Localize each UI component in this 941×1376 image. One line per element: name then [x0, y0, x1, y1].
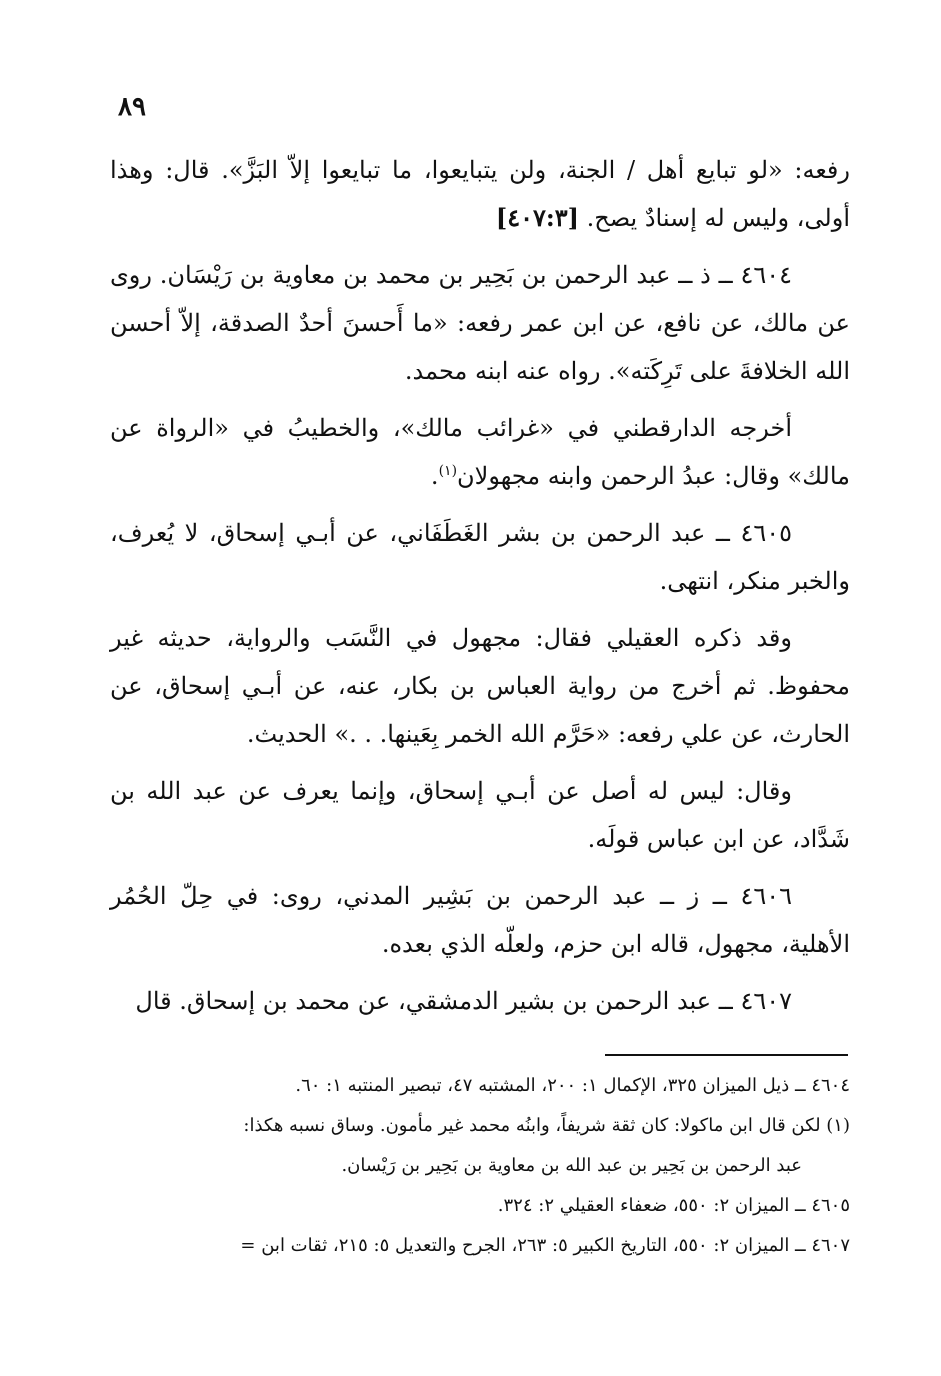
footnote-divider	[605, 1054, 848, 1056]
footnote-1-continued: عبد الرحمن بن بَحِير بن عبد الله بن معاوية بن بَحِير بن رَيْسان.	[341, 1155, 802, 1176]
entry-4605-commentary: وقد ذكره العقيلي فقال: مجهول في النَّسَب والرواية، حديثه غير محفوظ. ثم أخرج من رواية العباس بن بكار، عنه، عن أبـي إسحاق، عن الحارث، عن علي رفعه: «حَرَّم الله الخمر بِعَينها. . .» الحديث.	[110, 624, 850, 748]
entry-4605: ٤٦٠٥ ــ عبد الرحمن بن بشر الغَطَفَاني، عن أبـي إسحاق، لا يُعرف، والخبر منكر، انتهى.	[110, 519, 850, 595]
footnote-4604: ٤٦٠٤ ــ ذيل الميزان ٣٢٥، الإكمال ١: ٢٠٠، المشتبه ٤٧، تبصير المنتبه ١: ٦٠.	[295, 1075, 850, 1096]
page-number: ٨٩	[118, 92, 146, 122]
footnote-1: (١) لكن قال ابن ماكولا: كان ثقة شريفاً، وابنُه محمد غير مأمون. وساق نسبه هكذا:	[243, 1115, 850, 1136]
footnote-marker: (١)	[438, 463, 458, 479]
entry-4604: ٤٦٠٤ ــ ذ ــ عبد الرحمن بن بَحِير بن محمد بن معاوية بن رَيْسَان. روى عن مالك، عن نافع، عن ابن عمر رفعه: «ما أَحسنَ أحدٌ الصدقة، إلاّ أحسن الله الخلافةَ على تَرِكَته». رواه عنه ابنه محمد.	[110, 261, 850, 385]
entry-4604-commentary-text: أخرجه الدارقطني في «غرائب مالك»، والخطيبُ في «الرواة عن مالك» وقال: عبدُ الرحمن وابنه مجهولان	[110, 414, 850, 490]
main-text	[110, 146, 850, 1034]
entry-4607: ٤٦٠٧ ــ عبد الرحمن بن بشير الدمشقي، عن محمد بن إسحاق. قال	[135, 987, 792, 1015]
footnote-4605: ٤٦٠٥ ــ الميزان ٢: ٥٥٠، ضعفاء العقيلي ٢: ٣٢٤.	[497, 1195, 850, 1216]
entry-4604-commentary	[110, 404, 850, 500]
entry-4605-commentary-2: وقال: ليس له أصل عن أبـي إسحاق، وإنما يعرف عن عبد الله بن شَدَّاد، عن ابن عباس قولَه.	[110, 777, 850, 853]
footnotes	[110, 1066, 850, 1266]
intro-paragraph	[110, 146, 850, 242]
footnote-4607: ٤٦٠٧ ــ الميزان ٢: ٥٥٠، التاريخ الكبير ٥: ٢٦٣، الجرح والتعديل ٥: ٢١٥، ثقات ابن =	[240, 1235, 850, 1256]
intro-text: رفعه: «لو تبايع أهل / الجنة، ولن يتبايعوا، ما تبايعوا إلاّ البَزَّ». قال: وهذا أولى، وليس له إسنادٌ يصح.	[110, 156, 850, 232]
entry-4606: ٤٦٠٦ ــ ز ــ عبد الرحمن بن بَشِير المدني، روى: في حِلّ الحُمُر الأهلية، مجهول، قاله ابن حزم، ولعلّه الذي بعده.	[110, 882, 850, 958]
entry-4604-commentary-end: .	[430, 462, 439, 490]
volume-page-ref: [٤٠٧:٣]	[495, 203, 579, 232]
